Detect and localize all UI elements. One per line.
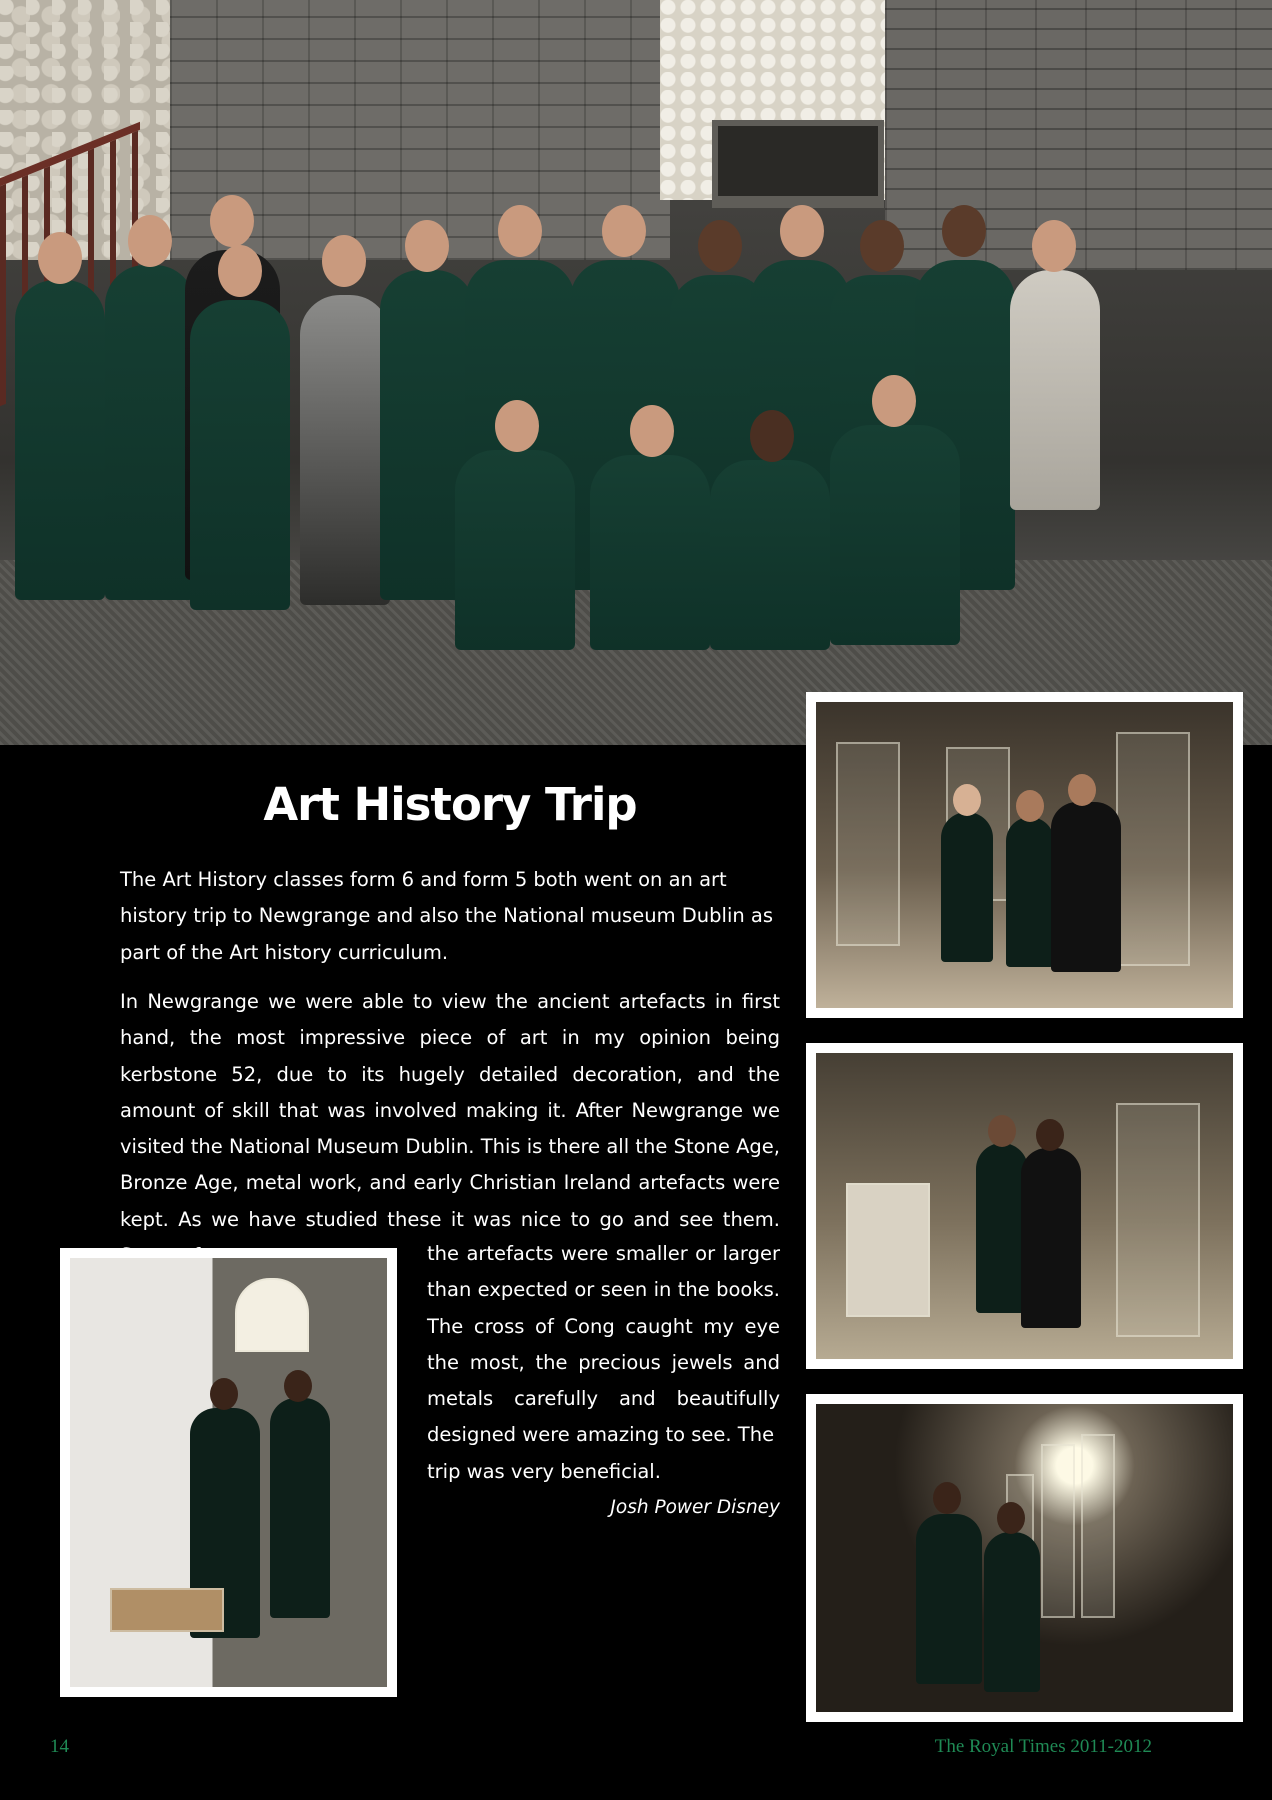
article-title: Art History Trip xyxy=(263,778,637,831)
publication-title: The Royal Times 2011-2012 xyxy=(934,1736,1152,1757)
tomb-entrance xyxy=(712,120,884,208)
photo-frame-museum-1 xyxy=(806,692,1243,1018)
article-paragraph-1: The Art History classes form 6 and form 5 both went on an art history trip to Newgrange and also the National museum Dublin as part of the Art history curriculum. xyxy=(120,868,774,964)
museum-photo-3 xyxy=(816,1404,1233,1712)
article-author: Josh Power Disney xyxy=(610,1497,780,1518)
photo-frame-museum-3 xyxy=(806,1394,1243,1722)
museum-photo-4 xyxy=(70,1258,387,1687)
hero-group-photo xyxy=(0,0,1272,745)
article-paragraph-2-continued: the artefacts were smaller or larger than expected or seen in the books. The cross of Cong caught my eye the most, the precious jewels and metals carefully and beautifully designed were amazing to see. The xyxy=(427,1242,780,1447)
article-paragraph-2: In Newgrange we were able to view the ancient artefacts in first hand, the most impressive piece of art in my opinion being kerbstone 52, due to its hugely detailed decoration, and the amount of skill that was involved making it. After Newgrange we visited the National Museum Dublin. This is there all the Stone Age, Bronze Age, metal work, and early Christian Ireland artefacts were kept. As we have studied these it was nice to go and see them. xyxy=(120,990,780,1231)
museum-photo-2 xyxy=(816,1053,1233,1359)
museum-photo-1 xyxy=(816,702,1233,1008)
page-number: 14 xyxy=(50,1736,69,1757)
student-group xyxy=(10,240,1100,710)
photo-frame-museum-4 xyxy=(60,1248,397,1697)
photo-frame-museum-2 xyxy=(806,1043,1243,1369)
article-paragraph-2-end: trip was very beneficial. xyxy=(427,1460,661,1483)
